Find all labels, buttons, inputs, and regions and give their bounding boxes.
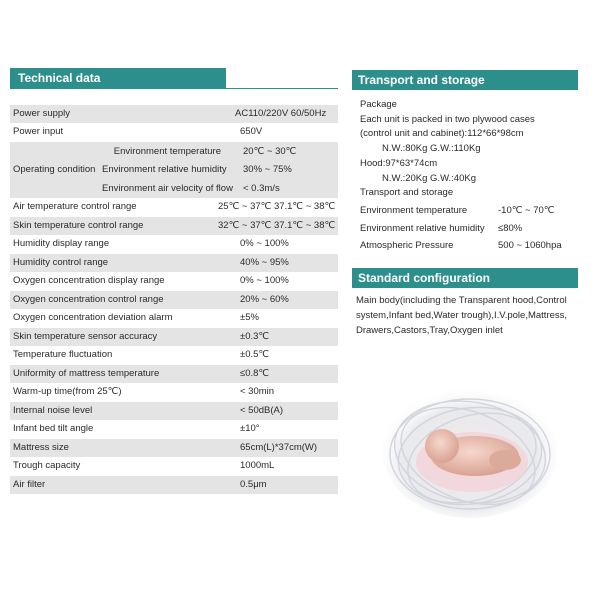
transport-header: Transport and storage (352, 70, 578, 90)
operating-sub-row (102, 179, 338, 198)
spec-label: Power supply (13, 107, 71, 119)
newborn-nest-photo (380, 372, 560, 522)
operating-condition-items (102, 142, 338, 198)
spec-value: 0.5μm (240, 478, 267, 490)
operating-condition-label: Operating condition (13, 164, 96, 176)
spec-row (10, 217, 338, 236)
standard-configuration-section (352, 268, 578, 338)
spec-label: Oxygen concentration control range (13, 293, 164, 305)
operating-sub-value: 20℃ ~ 30℃ (243, 145, 297, 157)
spec-value: 20% ~ 60% (240, 293, 289, 305)
operating-sub-value: 30% ~ 75% (243, 164, 292, 176)
standard-configuration-header: Standard configuration (352, 268, 578, 288)
technical-spec-table (10, 105, 338, 495)
storage-env-value: ≤80% (498, 222, 523, 234)
spec-label: Oxygen concentration display range (13, 275, 165, 287)
spec-value: < 30min (240, 386, 275, 398)
storage-env-row (360, 239, 578, 254)
operating-sub-label: Environment air velocity of flow (102, 182, 233, 194)
spec-row (10, 402, 338, 421)
spec-value: 32℃ ~ 37℃ 37.1℃ ~ 38℃ (218, 219, 336, 231)
spec-value: ±0.5℃ (240, 349, 270, 361)
spec-value: ±10° (240, 423, 260, 435)
storage-env-row (360, 204, 578, 219)
spec-label: Infant bed tilt angle (13, 423, 94, 435)
spec-row (10, 458, 338, 477)
spec-value: 65cm(L)*37cm(W) (240, 441, 318, 453)
spec-row (10, 236, 338, 255)
right-column (352, 70, 578, 338)
storage-env-label: Environment relative humidity (360, 222, 485, 234)
spec-label: Air filter (13, 478, 46, 490)
technical-data-header: Technical data (10, 68, 226, 88)
storage-env-label: Atmospheric Pressure (360, 240, 454, 252)
spec-value: ±0.3℃ (240, 330, 270, 342)
package-weight: N.W.:80Kg G.W.:110Kg (382, 143, 481, 155)
operating-sub-value: < 0.3m/s (243, 182, 280, 194)
spec-rows (10, 199, 338, 495)
storage-env-value: 500 ~ 1060hpa (498, 240, 562, 252)
spec-label: Humidity display range (13, 238, 110, 250)
technical-data-divider (10, 88, 338, 89)
hood-weight: N.W.:20Kg G.W.:40Kg (382, 172, 476, 184)
spec-row (10, 384, 338, 403)
transport-details (352, 98, 578, 254)
operating-sub-label: Environment temperature (113, 145, 221, 157)
storage-env-value: -10℃ ~ 70℃ (498, 205, 555, 217)
package-heading: Package (360, 99, 397, 110)
spec-row (10, 365, 338, 384)
spec-label: Skin temperature control range (13, 219, 144, 231)
spec-row-operating-condition (10, 142, 338, 199)
operating-sub-label: Environment relative humidity (102, 164, 227, 176)
package-line: (control unit and cabinet):112*66*98cm (360, 128, 524, 140)
spec-row (10, 347, 338, 366)
spec-value: 0% ~ 100% (240, 275, 289, 287)
spec-label: Temperature fluctuation (13, 349, 113, 361)
spec-value: ≤0.8℃ (240, 367, 270, 379)
spec-value: 25℃ ~ 37℃ 37.1℃ ~ 38℃ (218, 201, 336, 213)
spec-row-power-supply (10, 105, 338, 124)
spec-row (10, 199, 338, 218)
spec-row (10, 328, 338, 347)
spec-value: AC110/220V 60/50Hz (235, 107, 327, 119)
technical-data-section (10, 68, 338, 495)
spec-label: Internal noise level (13, 404, 93, 416)
spec-row-power-input (10, 124, 338, 143)
spec-row (10, 291, 338, 310)
spec-label: Oxygen concentration deviation alarm (13, 312, 173, 324)
operating-sub-row (102, 161, 338, 180)
storage-env-row (360, 222, 578, 237)
spec-value: 1000mL (240, 460, 275, 472)
spec-label: Power input (13, 126, 64, 138)
spec-label: Air temperature control range (13, 201, 137, 213)
spec-value: 650V (240, 126, 263, 138)
spec-row (10, 254, 338, 273)
spec-label: Trough capacity (13, 460, 81, 472)
storage-heading: Transport and storage (360, 187, 454, 199)
spec-label: Skin temperature sensor accuracy (13, 330, 158, 342)
spec-value: < 50dB(A) (240, 404, 284, 416)
spec-value: 0% ~ 100% (240, 238, 289, 250)
spec-row (10, 273, 338, 292)
spec-label: Uniformity of mattress temperature (13, 367, 160, 379)
spec-value: ±5% (240, 312, 259, 324)
storage-env-label: Environment temperature (360, 205, 468, 217)
spec-value: 40% ~ 95% (240, 256, 289, 268)
spec-row (10, 421, 338, 440)
hood-dimensions: Hood:97*63*74cm (360, 157, 438, 169)
spec-label: Warm-up time(from 25℃) (13, 386, 122, 398)
spec-row (10, 310, 338, 329)
spec-label: Humidity control range (13, 256, 109, 268)
package-line: Each unit is packed in two plywood cases (360, 113, 535, 125)
spec-label: Mattress size (13, 441, 69, 453)
standard-configuration-text: Main body(including the Transparent hood,Control system,Infant bed,Water trough),I.V.pole,Mattress, Drawers,Castors,Tray,Oxygen inlet (356, 295, 568, 336)
spec-row (10, 439, 338, 458)
operating-sub-row (102, 142, 338, 161)
spec-row (10, 476, 338, 495)
